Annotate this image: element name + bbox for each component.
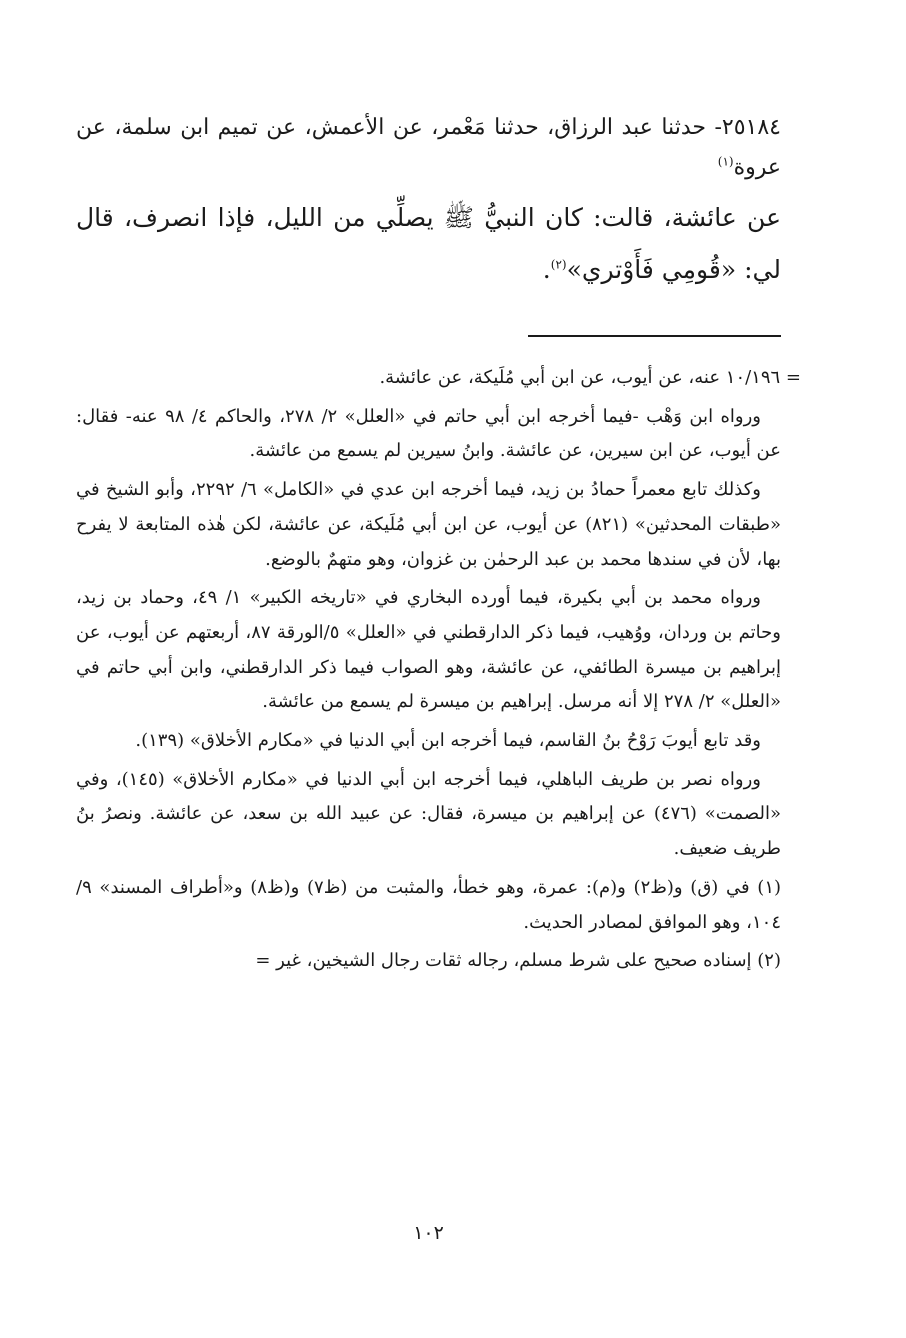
matn-end: . (542, 255, 551, 284)
footnote-1: (١) في (ق) و(ظ٢) و(م): عمرة، وهو خطأ، والمثبت من (ظ٧) و(ظ٨) و«أطراف المسند» ٩/ ١٠٤، وهو الموافق لمصادر الحديث. (76, 876, 782, 933)
footnote-paragraph: وكذلك تابع معمراً حمادُ بن زيد، فيما أخرجه ابن عدي في «الكامل» ٦/ ٢٢٩٢، وأبو الشيخ في «طبقات المحدثين» (٨٢١) عن أيوب، عن ابن أبي مُلَيكة، عن عائشة، لكن هٰذه المتابعة لا يفرح بها، لأن في سندها محمد بن عبد الرحمٰن بن غزوان، وهو متهمٌ بالوضع. (76, 479, 782, 570)
footnote-ref-2: (٢) (550, 257, 567, 272)
hadith-block (76, 108, 781, 296)
hadith-matn (76, 192, 781, 296)
footnote-paragraph: ورواه محمد بن أبي بكيرة، فيما أورده البخاري في «تاريخه الكبير» ١/ ٤٩، وحماد بن زيد، وحاتم بن وردان، ووُهيب، فيما ذكر الدارقطني في «العلل» ٥/الورقة ٨٧، أربعتهم عن أيوب، عن إبراهيم بن ميسرة الطائفي، عن عائشة، وهو الصواب فيما ذكر الدارقطني، وابن أبي حاتم في «العلل» ٢/ ٢٧٨ إلا أنه مرسل. إبراهيم بن ميسرة لم يسمع من عائشة. (76, 587, 781, 713)
footnote-paragraph: ورواه نصر بن طريف الباهلي، فيما أخرجه ابن أبي الدنيا في «مكارم الأخلاق» (١٤٥)، وفي «الصمت» (٤٧٦) عن إبراهيم بن ميسرة، فقال: عن عبيد الله بن سعد، عن عائشة. ونصرُ بنُ طريف ضعيف. (76, 768, 781, 860)
footnote-paragraph: ورواه ابن وَهْب -فيما أخرجه ابن أبي حاتم في «العلل» ٢/ ٢٧٨، والحاكم ٤/ ٩٨ عنه- فقال: عن أيوب، عن ابن سيرين، عن عائشة. وابنُ سيرين لم يسمع من عائشة. (76, 405, 781, 462)
footnote-paragraph: وقد تابع أيوبَ رَوْحُ بنُ القاسم، فيما أخرجه ابن أبي الدنيا في «مكارم الأخلاق» (١٣٩). (135, 730, 761, 752)
footnote-2: (٢) إسناده صحيح على شرط مسلم، رجاله ثقات رجال الشيخين، غير = (255, 950, 781, 972)
footnote-separator (528, 335, 781, 337)
footnotes (76, 361, 801, 983)
isnad-text: ٢٥١٨٤- حدثنا عبد الرزاق، حدثنا مَعْمر، عن الأعمش، عن تميم ابن سلمة، عن عروة (76, 115, 781, 180)
matn-text: عن عائشة، قالت: كان النبيُّ ﷺ يصلِّي من الليل، فإذا انصرف، قال لي: «قُومِي فَأَوْتري» (76, 203, 781, 284)
page-number: ١٠٢ (413, 1222, 444, 1244)
footnote-continuation: = ١٠/١٩٦ عنه، عن أيوب، عن ابن أبي مُلَيكة، عن عائشة. (379, 367, 801, 388)
hadith-isnad (76, 108, 781, 188)
book-page (76, 0, 801, 1338)
footnote-ref-1: (١) (717, 154, 734, 169)
